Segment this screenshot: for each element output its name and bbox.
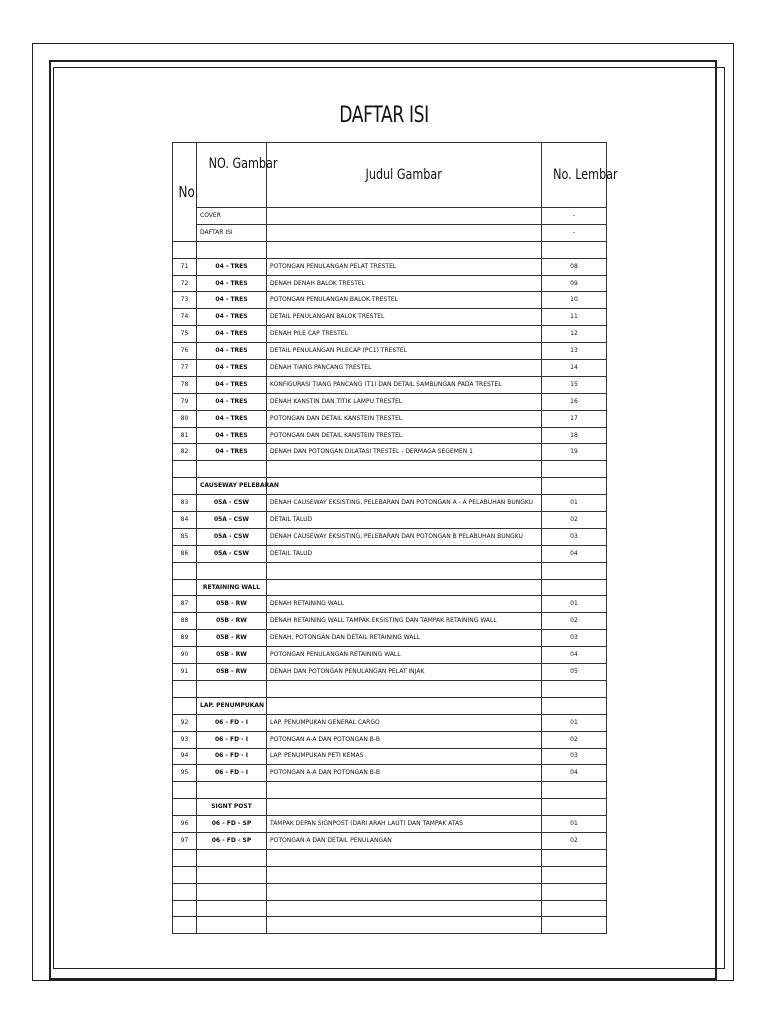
sheet-number: 08: [542, 258, 607, 275]
empty-row: [173, 849, 607, 866]
drawing-code: 04 - TRES: [197, 292, 267, 309]
front-title: [267, 208, 542, 225]
row-number: 96: [173, 816, 197, 833]
sheet-number: 01: [542, 816, 607, 833]
sheet-number: 18: [542, 427, 607, 444]
sheet-number: 15: [542, 376, 607, 393]
row-number: 93: [173, 731, 197, 748]
drawing-code: 05A - CSW: [197, 512, 267, 529]
empty-row: [173, 562, 607, 579]
row-number: 82: [173, 444, 197, 461]
table-row: [173, 309, 607, 326]
drawing-title: KONFIGURASI TIANG PANCANG (T1) DAN DETAIL SAMBUNGAN PADA TRESTEL: [267, 376, 542, 393]
drawing-title: POTONGAN A-A DAN POTONGAN B-B: [267, 765, 542, 782]
empty-row: [173, 900, 607, 917]
sheet-number: 02: [542, 613, 607, 630]
cell-no: [173, 782, 197, 799]
row-number: 72: [173, 275, 197, 292]
drawing-code: 04 - TRES: [197, 393, 267, 410]
cell-no: [173, 866, 197, 883]
row-number: 90: [173, 647, 197, 664]
front-row: [173, 224, 607, 241]
cell-no: [173, 917, 197, 934]
row-number: 85: [173, 528, 197, 545]
cell-title: [267, 697, 542, 714]
drawing-title: DENAH DENAH BALOK TRESTEL: [267, 275, 542, 292]
drawing-code: 04 - TRES: [197, 410, 267, 427]
cell-title: [267, 241, 542, 258]
cell-no: [173, 478, 197, 495]
table-row: [173, 596, 607, 613]
drawing-title: DETAIL TALUD: [267, 545, 542, 562]
section-heading-row: [173, 799, 607, 816]
cell-sheet: [542, 680, 607, 697]
empty-row: [173, 883, 607, 900]
drawing-code: 05B - RW: [197, 664, 267, 681]
cell-code: [197, 849, 267, 866]
header-no: No.: [173, 143, 197, 242]
table-row: [173, 748, 607, 765]
table-row: [173, 275, 607, 292]
drawing-code: 06 - FD - I: [197, 714, 267, 731]
drawing-code: 05B - RW: [197, 647, 267, 664]
cell-sheet: [542, 697, 607, 714]
table-row: [173, 664, 607, 681]
header-row: [173, 143, 607, 208]
row-number: 81: [173, 427, 197, 444]
table-row: [173, 545, 607, 562]
header-title: Judul Gambar: [267, 143, 542, 208]
cell-no: [173, 799, 197, 816]
sheet-number: 04: [542, 647, 607, 664]
cell-sheet: [542, 866, 607, 883]
drawing-title: POTONGAN PENULANGAN PELAT TRESTEL: [267, 258, 542, 275]
front-title: [267, 224, 542, 241]
section-heading: RETAINING WALL: [197, 579, 267, 596]
row-number: 94: [173, 748, 197, 765]
header-sheet: No. Lembar: [542, 143, 607, 208]
drawing-code: 04 - TRES: [197, 343, 267, 360]
front-code: COVER: [197, 208, 267, 225]
cell-sheet: [542, 478, 607, 495]
table-row: [173, 326, 607, 343]
table-row: [173, 816, 607, 833]
drawing-code: 05B - RW: [197, 596, 267, 613]
cell-sheet: [542, 782, 607, 799]
drawing-title: DENAH RETAINING WALL: [267, 596, 542, 613]
drawing-title: DENAH TIANG PANCANG TRESTEL: [267, 360, 542, 377]
drawing-title: POTONGAN PENULANGAN RETAINING WALL: [267, 647, 542, 664]
cell-title: [267, 900, 542, 917]
cell-title: [267, 917, 542, 934]
cell-code: [197, 917, 267, 934]
table-row: [173, 714, 607, 731]
cell-no: [173, 900, 197, 917]
drawing-title: DENAH, POTONGAN DAN DETAIL RETAINING WALL: [267, 630, 542, 647]
drawing-title: TAMPAK DEPAN SIGNPOST (DARI ARAH LAUT) DAN TAMPAK ATAS: [267, 816, 542, 833]
cell-sheet: [542, 900, 607, 917]
cell-code: [197, 900, 267, 917]
drawing-title: DENAH CAUSEWAY EKSISTING, PELEBARAN DAN POTONGAN B PELABUHAN BUNGKU: [267, 528, 542, 545]
drawing-title: DETAIL TALUD: [267, 512, 542, 529]
cell-title: [267, 478, 542, 495]
drawing-code: 06 - FD - SP: [197, 816, 267, 833]
front-sheet: -: [542, 208, 607, 225]
empty-row: [173, 866, 607, 883]
cell-sheet: [542, 883, 607, 900]
cell-no: [173, 241, 197, 258]
sheet-number: 17: [542, 410, 607, 427]
row-number: 89: [173, 630, 197, 647]
cell-sheet: [542, 799, 607, 816]
cell-title: [267, 782, 542, 799]
drawing-code: 05A - CSW: [197, 528, 267, 545]
sheet-number: 01: [542, 495, 607, 512]
drawing-title: POTONGAN PENULANGAN BALOK TRESTEL: [267, 292, 542, 309]
drawing-code: 05B - RW: [197, 613, 267, 630]
sheet-number: 11: [542, 309, 607, 326]
sheet-number: 13: [542, 343, 607, 360]
drawing-code: 04 - TRES: [197, 275, 267, 292]
cell-code: [197, 782, 267, 799]
sheet-number: 02: [542, 731, 607, 748]
drawing-title: DENAH RETAINING WALL TAMPAK EKSISTING DAN TAMPAK RETAINING WALL: [267, 613, 542, 630]
drawing-title: POTONGAN DAN DETAIL KANSTEIN TRESTEL: [267, 427, 542, 444]
row-number: 91: [173, 664, 197, 681]
drawing-code: 04 - TRES: [197, 360, 267, 377]
drawing-code: 06 - FD - I: [197, 748, 267, 765]
drawing-code: 06 - FD - I: [197, 731, 267, 748]
front-row: [173, 208, 607, 225]
row-number: 88: [173, 613, 197, 630]
row-number: 83: [173, 495, 197, 512]
table-row: [173, 376, 607, 393]
table-row: [173, 360, 607, 377]
drawing-title: DENAH DAN POTONGAN DILATASI TRESTEL - DERMAGA SEGEMEN 1: [267, 444, 542, 461]
cell-title: [267, 461, 542, 478]
table-row: [173, 343, 607, 360]
front-code: DAFTAR ISI: [197, 224, 267, 241]
empty-row: [173, 461, 607, 478]
sheet-number: 03: [542, 630, 607, 647]
table-row: [173, 258, 607, 275]
row-number: 95: [173, 765, 197, 782]
table-row: [173, 647, 607, 664]
row-number: 74: [173, 309, 197, 326]
drawing-code: 04 - TRES: [197, 309, 267, 326]
section-heading-row: [173, 579, 607, 596]
empty-row: [173, 241, 607, 258]
sheet-number: 02: [542, 512, 607, 529]
drawing-title: DETAIL PENULANGAN PILECAP (PC1) TRESTEL: [267, 343, 542, 360]
row-number: 76: [173, 343, 197, 360]
sheet-number: 01: [542, 596, 607, 613]
drawing-code: 04 - TRES: [197, 427, 267, 444]
header-code: NO. Gambar: [197, 143, 267, 208]
cell-no: [173, 680, 197, 697]
cell-no: [173, 461, 197, 478]
table-row: [173, 613, 607, 630]
section-heading: SIGNT POST: [197, 799, 267, 816]
sheet-number: 12: [542, 326, 607, 343]
cell-sheet: [542, 849, 607, 866]
section-heading: CAUSEWAY PELEBARAN: [197, 478, 267, 495]
cell-sheet: [542, 917, 607, 934]
table-row: [173, 393, 607, 410]
section-heading-row: [173, 697, 607, 714]
table-row: [173, 410, 607, 427]
sheet-number: 05: [542, 664, 607, 681]
cell-no: [173, 697, 197, 714]
cell-no: [173, 579, 197, 596]
drawing-code: 06 - FD - I: [197, 765, 267, 782]
table-row: [173, 832, 607, 849]
front-sheet: -: [542, 224, 607, 241]
cell-code: [197, 562, 267, 579]
cell-title: [267, 883, 542, 900]
sheet-number: 04: [542, 765, 607, 782]
row-number: 80: [173, 410, 197, 427]
row-number: 84: [173, 512, 197, 529]
drawing-title: DETAIL PENULANGAN BALOK TRESTEL: [267, 309, 542, 326]
drawing-code: 04 - TRES: [197, 444, 267, 461]
table-row: [173, 765, 607, 782]
row-number: 87: [173, 596, 197, 613]
cell-code: [197, 866, 267, 883]
cell-no: [173, 883, 197, 900]
table-row: [173, 512, 607, 529]
sheet-number: 04: [542, 545, 607, 562]
drawing-title: POTONGAN DAN DETAIL KANSTEIN TRESTEL: [267, 410, 542, 427]
row-number: 77: [173, 360, 197, 377]
drawing-title: LAP. PENUMPUKAN PETI KEMAS: [267, 748, 542, 765]
drawing-title: POTONGAN A-A DAN POTONGAN B-B: [267, 731, 542, 748]
section-heading: LAP. PENUMPUKAN: [197, 697, 267, 714]
drawing-title: DENAH KANSTIN DAN TITIK LAMPU TRESTEL: [267, 393, 542, 410]
row-number: 75: [173, 326, 197, 343]
table-row: [173, 731, 607, 748]
row-number: 86: [173, 545, 197, 562]
section-heading-row: [173, 478, 607, 495]
cell-title: [267, 849, 542, 866]
page-title: DAFTAR ISI: [339, 103, 429, 128]
empty-row: [173, 782, 607, 799]
cell-title: [267, 866, 542, 883]
sheet-number: 03: [542, 748, 607, 765]
sheet-number: 10: [542, 292, 607, 309]
empty-row: [173, 680, 607, 697]
row-number: 97: [173, 832, 197, 849]
drawing-title: DENAH PILE CAP TRESTEL: [267, 326, 542, 343]
row-number: 92: [173, 714, 197, 731]
empty-row: [173, 917, 607, 934]
sheet-number: 02: [542, 832, 607, 849]
table-row: [173, 528, 607, 545]
cell-no: [173, 849, 197, 866]
table-row: [173, 495, 607, 512]
sheet-number: 09: [542, 275, 607, 292]
cell-title: [267, 799, 542, 816]
table-row: [173, 292, 607, 309]
drawing-code: 06 - FD - SP: [197, 832, 267, 849]
row-number: 79: [173, 393, 197, 410]
row-number: 73: [173, 292, 197, 309]
cell-no: [173, 562, 197, 579]
drawing-code: 04 - TRES: [197, 376, 267, 393]
cell-code: [197, 241, 267, 258]
sheet-number: 14: [542, 360, 607, 377]
drawing-title: POTONGAN A DAN DETAIL PENULANGAN: [267, 832, 542, 849]
drawing-title: LAP. PENUMPUKAN GENERAL CARGO: [267, 714, 542, 731]
cell-title: [267, 562, 542, 579]
sheet-number: 19: [542, 444, 607, 461]
drawing-code: 05A - CSW: [197, 545, 267, 562]
cell-sheet: [542, 241, 607, 258]
row-number: 78: [173, 376, 197, 393]
cell-code: [197, 883, 267, 900]
cell-sheet: [542, 579, 607, 596]
drawing-code: 04 - TRES: [197, 258, 267, 275]
table-row: [173, 444, 607, 461]
table-row: [173, 630, 607, 647]
cell-title: [267, 680, 542, 697]
row-number: 71: [173, 258, 197, 275]
toc-table: [172, 142, 618, 934]
drawing-title: DENAH DAN POTONGAN PENULANGAN PELAT INJAK: [267, 664, 542, 681]
sheet-number: 03: [542, 528, 607, 545]
drawing-code: 05B - RW: [197, 630, 267, 647]
drawing-title: DENAH CAUSEWAY EKSISTING, PELEBARAN DAN POTONGAN A - A PELABUHAN BUNGKU: [267, 495, 542, 512]
drawing-code: 05A - CSW: [197, 495, 267, 512]
cell-code: [197, 461, 267, 478]
cell-title: [267, 579, 542, 596]
sheet-number: 01: [542, 714, 607, 731]
table-row: [173, 427, 607, 444]
cell-sheet: [542, 461, 607, 478]
cell-sheet: [542, 562, 607, 579]
drawing-code: 04 - TRES: [197, 326, 267, 343]
sheet-number: 16: [542, 393, 607, 410]
cell-code: [197, 680, 267, 697]
